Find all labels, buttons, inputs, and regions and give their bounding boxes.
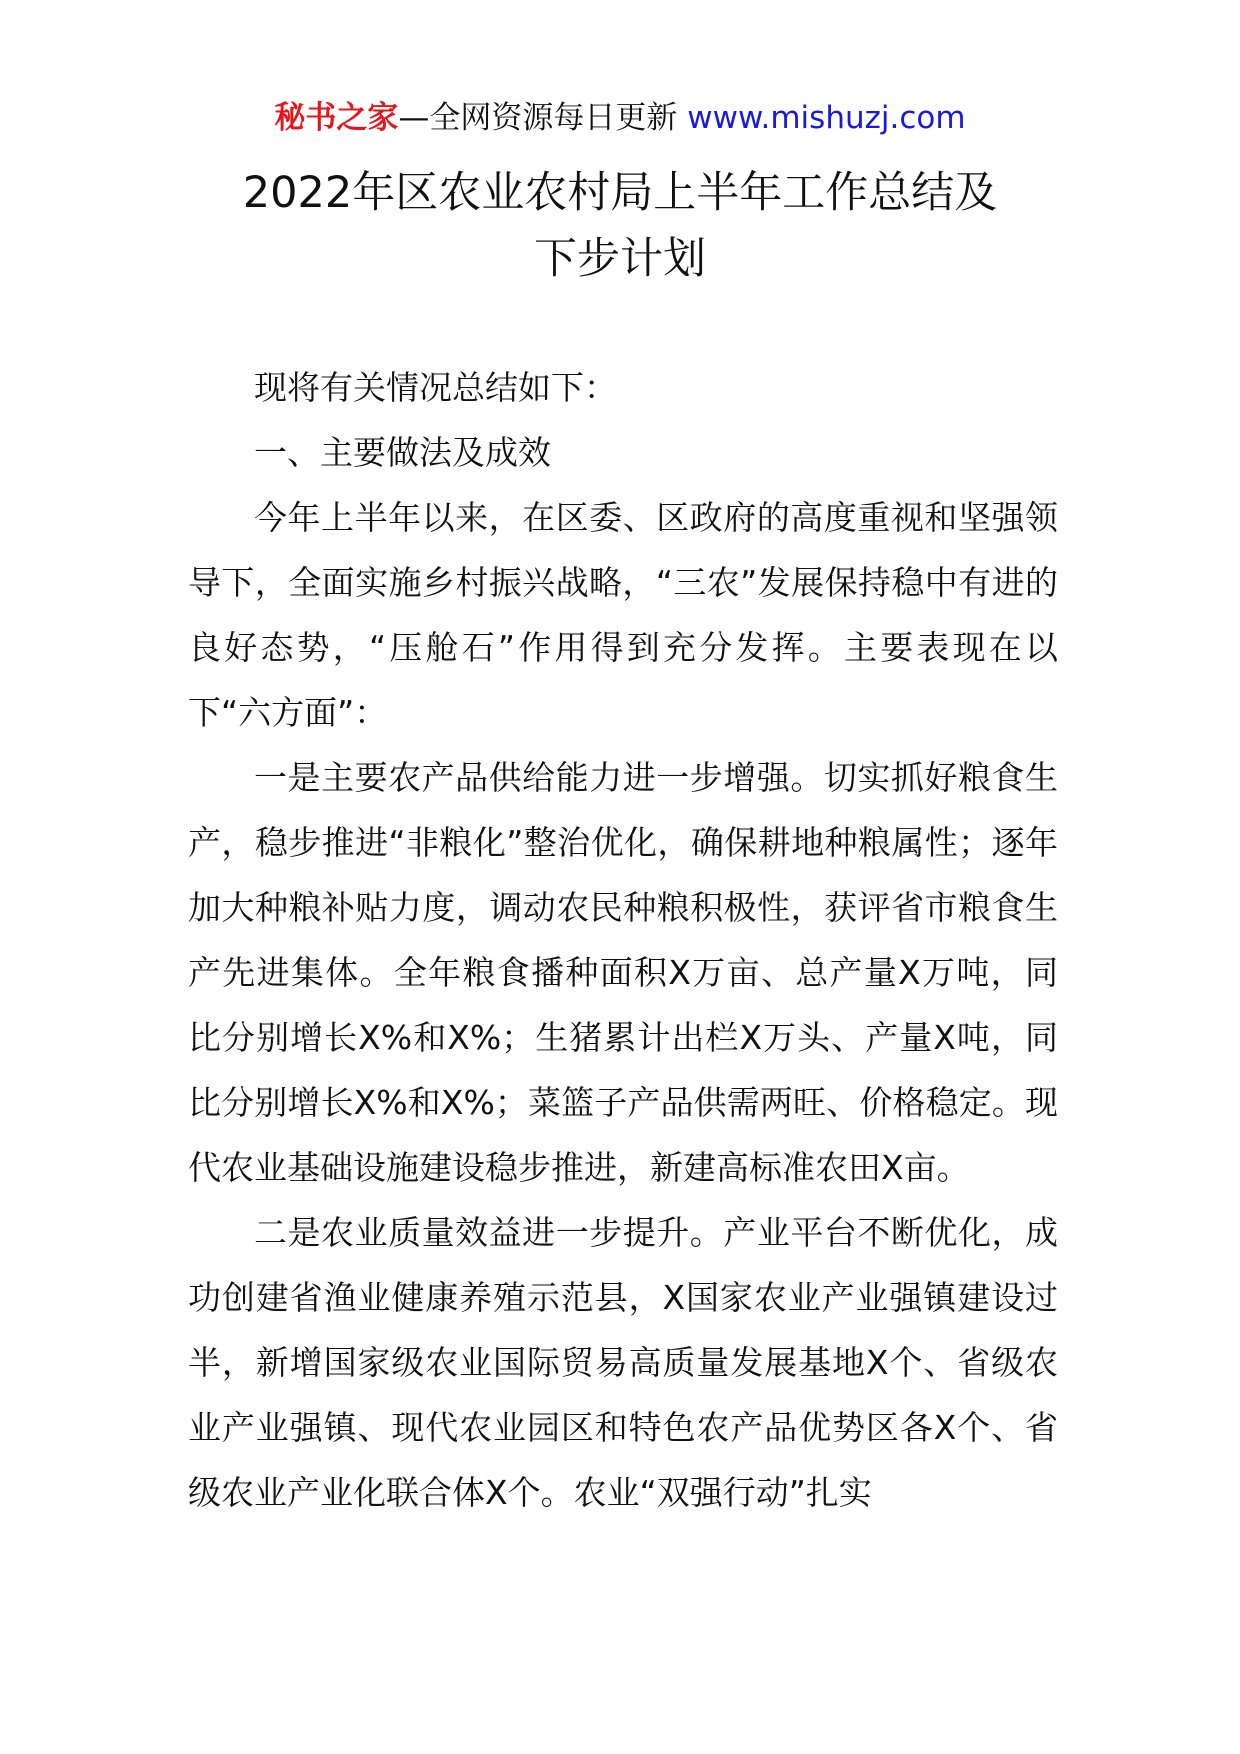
paragraph: 一是主要农产品供给能力进一步增强。切实抓好粮食生产，稳步推进“非粮化”整治优化，确保耕地种粮属性；逐年加大种粮补贴力度，调动农民种粮积极性，获评省市粮食生产先进集体。全年粮食播种面积X万亩、总产量X万吨，同比分别增长X%和X%；生猪累计出栏X万头、产量X吨，同比分别增长X%和X%；菜篮子产品供需两旺、价格稳定。现代农业基础设施建设稳步推进，新建高标准农田X亩。 (188, 758, 1058, 1187)
section-heading: 一、主要做法及成效 (254, 433, 551, 472)
title-line-1: 2022年区农业农村局上半年工作总结及 (242, 168, 998, 218)
site-header (0, 96, 1240, 140)
header-tagline: —全网资源每日更新 (398, 100, 688, 136)
paragraph-intro: 现将有关情况总结如下： (254, 368, 617, 407)
paragraph: 二是农业质量效益进一步提升。产业平台不断优化，成功创建省渔业健康养殖示范县，X国家农业产业强镇建设过半，新增国家级农业国际贸易高质量发展基地X个、省级农业产业强镇、现代农业园区和特色农产品优势区各X个、省级农业产业化联合体X个。农业“双强行动”扎实 (188, 1213, 1058, 1512)
document-body (188, 355, 1058, 1525)
title-line-2: 下步计划 (534, 234, 706, 284)
document-title (0, 160, 1240, 292)
brand-name: 秘书之家 (274, 100, 399, 136)
site-url-link[interactable]: www.mishuzj.com (687, 100, 966, 136)
paragraph: 今年上半年以来，在区委、区政府的高度重视和坚强领导下，全面实施乡村振兴战略，“三农”发展保持稳中有进的良好态势，“压舱石”作用得到充分发挥。主要表现在以下“六方面”： (188, 498, 1058, 732)
